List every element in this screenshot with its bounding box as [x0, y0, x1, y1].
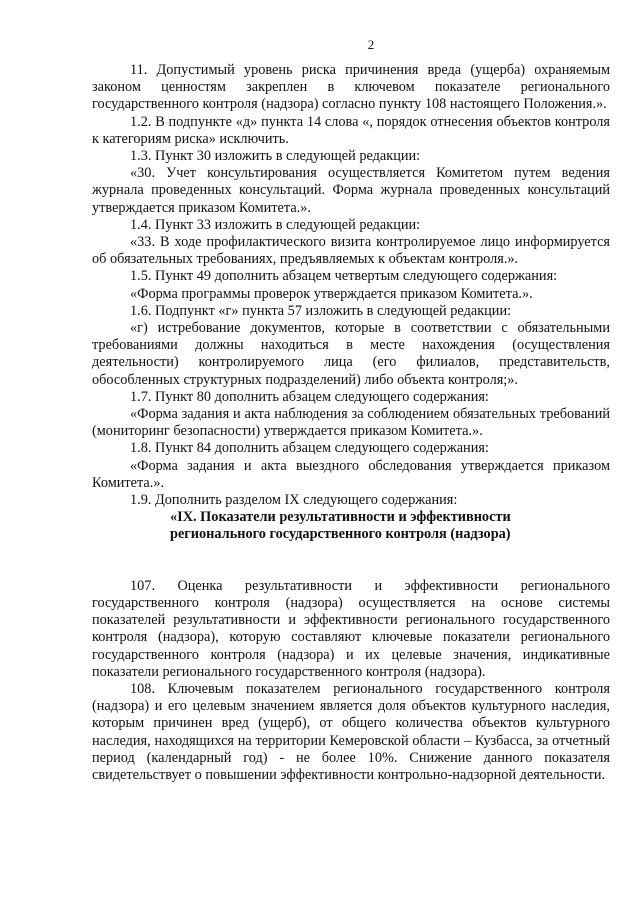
paragraph-1-3: 1.3. Пункт 30 изложить в следующей редакции: [130, 148, 421, 165]
paragraph-observation-form: «Форма задания и акта наблюдения за соблюдением обязательных требований (мониторинг безопасности) утверждается приказом Комитета.». [92, 406, 610, 440]
section-heading-line-1: «IX. Показатели результативности и эффективности [170, 509, 511, 526]
paragraph-subitem-g: «г) истребование документов, которые в соответствии с обязательными требованиями должны находиться в месте нахождения (осуществления деятельности) контролируемого лица (его филиалов, представительств, обособленных структурных подразделений) либо объекта контроля;». [92, 320, 610, 388]
paragraph-1-4: 1.4. Пункт 33 изложить в следующей редакции: [130, 216, 421, 233]
paragraph-item-11: 11. Допустимый уровень риска причинения вреда (ущерба) охраняемым законом ценностям закреплен в ключевом показателе регионального государственного контроля (надзора) согласно пункту 108 настоящего Положения.». [92, 62, 610, 113]
paragraph-1-8: 1.8. Пункт 84 дополнить абзацем следующего содержания: [130, 440, 489, 457]
paragraph-program-form: «Форма программы проверок утверждается приказом Комитета.». [130, 285, 533, 302]
paragraph-item-107: 107. Оценка результативности и эффективности регионального государственного контроля (надзора) осуществляется на основе системы показателей результативности и эффективности регионального государственного контроля (надзора), которую составляют ключевые показатели регионального государственного контроля (надзора) и их целевые значения, индикативные показатели регионального государственного контроля (надзора). [92, 577, 610, 680]
page-number: 2 [367, 37, 375, 52]
section-gap [92, 544, 610, 578]
paragraph-survey-form: «Форма задания и акта выездного обследования утверждается приказом Комитета.». [92, 457, 610, 491]
paragraph-item-33: «33. В ходе профилактического визита контролируемое лицо информируется об обязательных требованиях, предъявляемых к объектам контроля.». [92, 234, 610, 268]
paragraph-item-30: «30. Учет консультирования осуществляется Комитетом путем ведения журнала проведенных консультаций. Форма журнала проведенных консультаций утверждается приказом Комитета.». [92, 165, 610, 216]
section-heading-line-2: регионального государственного контроля (надзора) [170, 526, 511, 543]
paragraph-1-9: 1.9. Дополнить разделом IX следующего содержания: [130, 492, 458, 509]
paragraph-1-7: 1.7. Пункт 80 дополнить абзацем следующего содержания: [130, 388, 489, 405]
paragraph-1-6: 1.6. Подпункт «г» пункта 57 изложить в следующей редакции: [130, 302, 512, 319]
paragraph-1-5: 1.5. Пункт 49 дополнить абзацем четвертым следующего содержания: [130, 268, 558, 285]
paragraph-item-108: 108. Ключевым показателем регионального государственного контроля (надзора) и его целевым значением является доля объектов культурного наследия, которым причинен вред (ущерб), от общего количества объектов культурного наследия, находящихся на территории Кемеровской области – Кузбасса, за отчетный период (календарный год) - не более 10%. Снижение данного показателя свидетельствует о повышении эффективности контрольно-надзорной деятельности. [92, 680, 610, 783]
paragraph-1-2: 1.2. В подпункте «д» пункта 14 слова «, порядок отнесения объектов контроля к категориям риска» исключить. [92, 113, 610, 147]
